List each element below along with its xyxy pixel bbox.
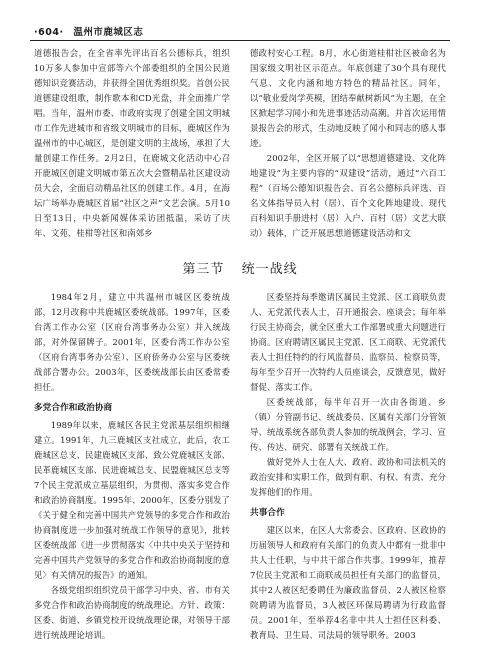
header-divider — [30, 40, 450, 41]
top-right-column — [250, 46, 446, 241]
running-header — [34, 24, 143, 38]
section-number: 第三节 — [182, 262, 225, 277]
intro-paragraph: 1984年2月，建立中共温州市城区区委统战部，12月改称中共鹿城区委统战部。1997年，区委台湾工作办公室（区府台湾事务办公室）并入统战部，对外保留牌子。2001年，区委台湾工作办公室（区府台湾事务办公室）、区府侨务办公室与区委统战部合署办公。2003年，区委统战部长由区委常委担任。 — [34, 292, 230, 392]
section-name: 统一战线 — [241, 262, 298, 277]
bottom-right-column — [250, 290, 446, 643]
section-title — [0, 258, 480, 277]
bottom-left-column — [34, 290, 230, 643]
subsection-heading: 共事合作 — [250, 508, 285, 518]
paragraph: 做好党外人士在人大、政府、政协和司法机关的政治安排和实职工作，做到有职、有权、有责、充分发挥他们的作用。 — [250, 457, 446, 497]
subsection-heading: 多党合作和政治协商 — [34, 403, 113, 413]
page-number: ·604· — [34, 27, 64, 38]
paragraph: 2002年，全区开展了以“思想道德建设、文化阵地建设”为主要内容的“双建设”活动，通过“六百工程”（百场公德知识报告会、百名公德标兵评选、百名文体指导员入村（居）、百个文化阵地建设、现代百科知识手册进村（居）入户、百村（居）文艺大联动）载体，广泛开展思想道德建设活动和文 — [250, 153, 446, 238]
paragraph: 1989年以来，鹿城区各民主党派基层组织相继建立。1991年，九三鹿城区支社成立，此后，农工鹿城区总支、民建鹿城区支部、致公党鹿城区支部、民革鹿城区支部、民进鹿城总支、民盟鹿城区总支等7个民主党派成立基层组织，为贯彻、落实多党合作和政治协商制度。1995年、2000年，区委分别发了《关于健全和完善中国共产党领导的多党合作和政治协商制度进一步加强对统战工作领导的意见》，批转区委统战部《进一步贯彻落实〈中共中央关于坚持和完善中国共产党领导的多党合作和政治协商制度的意见〉有关情况的报告》的通知。 — [34, 420, 230, 580]
paragraph: 德政村安心工程。8月，水心街道桂柑社区被命名为国家级文明社区示范点。年底创建了30个具有现代气息、文化内涵和地方特色的精品社区。同年，以“敬业爱岗学英模，团结奉献树新风”为主题，在全区掀起学习闻小和先进事迹活动高潮。并首次运用情景报告会的形式，生动地反映了闻小和同志的感人事迹。 — [250, 48, 446, 148]
top-left-column — [34, 46, 230, 241]
paragraph: 建区以来，在区人大常委会、区政府、区政协的历届领导人和政府有关部门的负责人中都有一批非中共人士任职，与中共干部合作共事。1999年，推荐7位民主党派和工商联成员担任有关部门的监督员，其中2人被区纪委聘任为廉政监督员、2人被区检察院聘请为监督员，3人被区环保局聘请为行政监督员。2001年，至举荐4名非中共人士担任区科委、教育局、卫生局、司法局的领导职务。2003 — [250, 525, 446, 640]
paragraph: 道德报告会，在全省率先评出百名公德标兵，组织10万多人参加中宣部等六个部委组织的全国公民道德知识竞赛活动，并获得全国优秀组织奖。首创公民道德建设组歌，制作歌本和CD光盘，并全面推广学唱。当年，温州市委、市政府实现了创建全国文明城市工作先进城市和省级文明城市的目标，鹿城区作为温州市的中心城区，是创建文明的主战场，承担了大量创建工作任务。2月2日，在鹿城文化活动中心召开鹿城区创建文明城市第五次大会暨精品社区建设动员大会，全面启动精品社区的创建工作。4月，在海坛广场举办鹿城区首届“社区之声”文艺会演。5月10日至13日，中央新闻媒体采访团抵温，采访了庆年、文苑、桂柑等社区和南郊乡 — [34, 48, 230, 238]
paragraph: 区委坚持每季邀请区属民主党派、区工商联负责人、无党派代表人士，召开通报会、座谈会；每年举行民主协商会，就全区重大工作部署或重大问题进行协商。区府聘请区属民主党派、区工商联、无党派代表人士担任特约的行风监督员、监察员、检察员等，每年至少召开一次特约人员座谈会，反馈意见，做好督促、落实工作。 — [250, 292, 446, 392]
paragraph: 区委统战部，每半年召开一次由各街道、乡（镇）分管副书记、统战委员、区属有关部门分管领导、统战系统各部负责人参加的统战例会，学习、宣传、传达、研究、部署有关统战工作。 — [250, 397, 446, 452]
paragraph: 各级党组织组织党员干部学习中央、省、市有关多党合作和政治协商制度的统战理论。方针、政策：区委、街道、乡镇党校开设统战理论课，对领导干部进行统战理论培训。 — [34, 585, 230, 640]
book-title: 温州市鹿城区志 — [73, 27, 144, 38]
